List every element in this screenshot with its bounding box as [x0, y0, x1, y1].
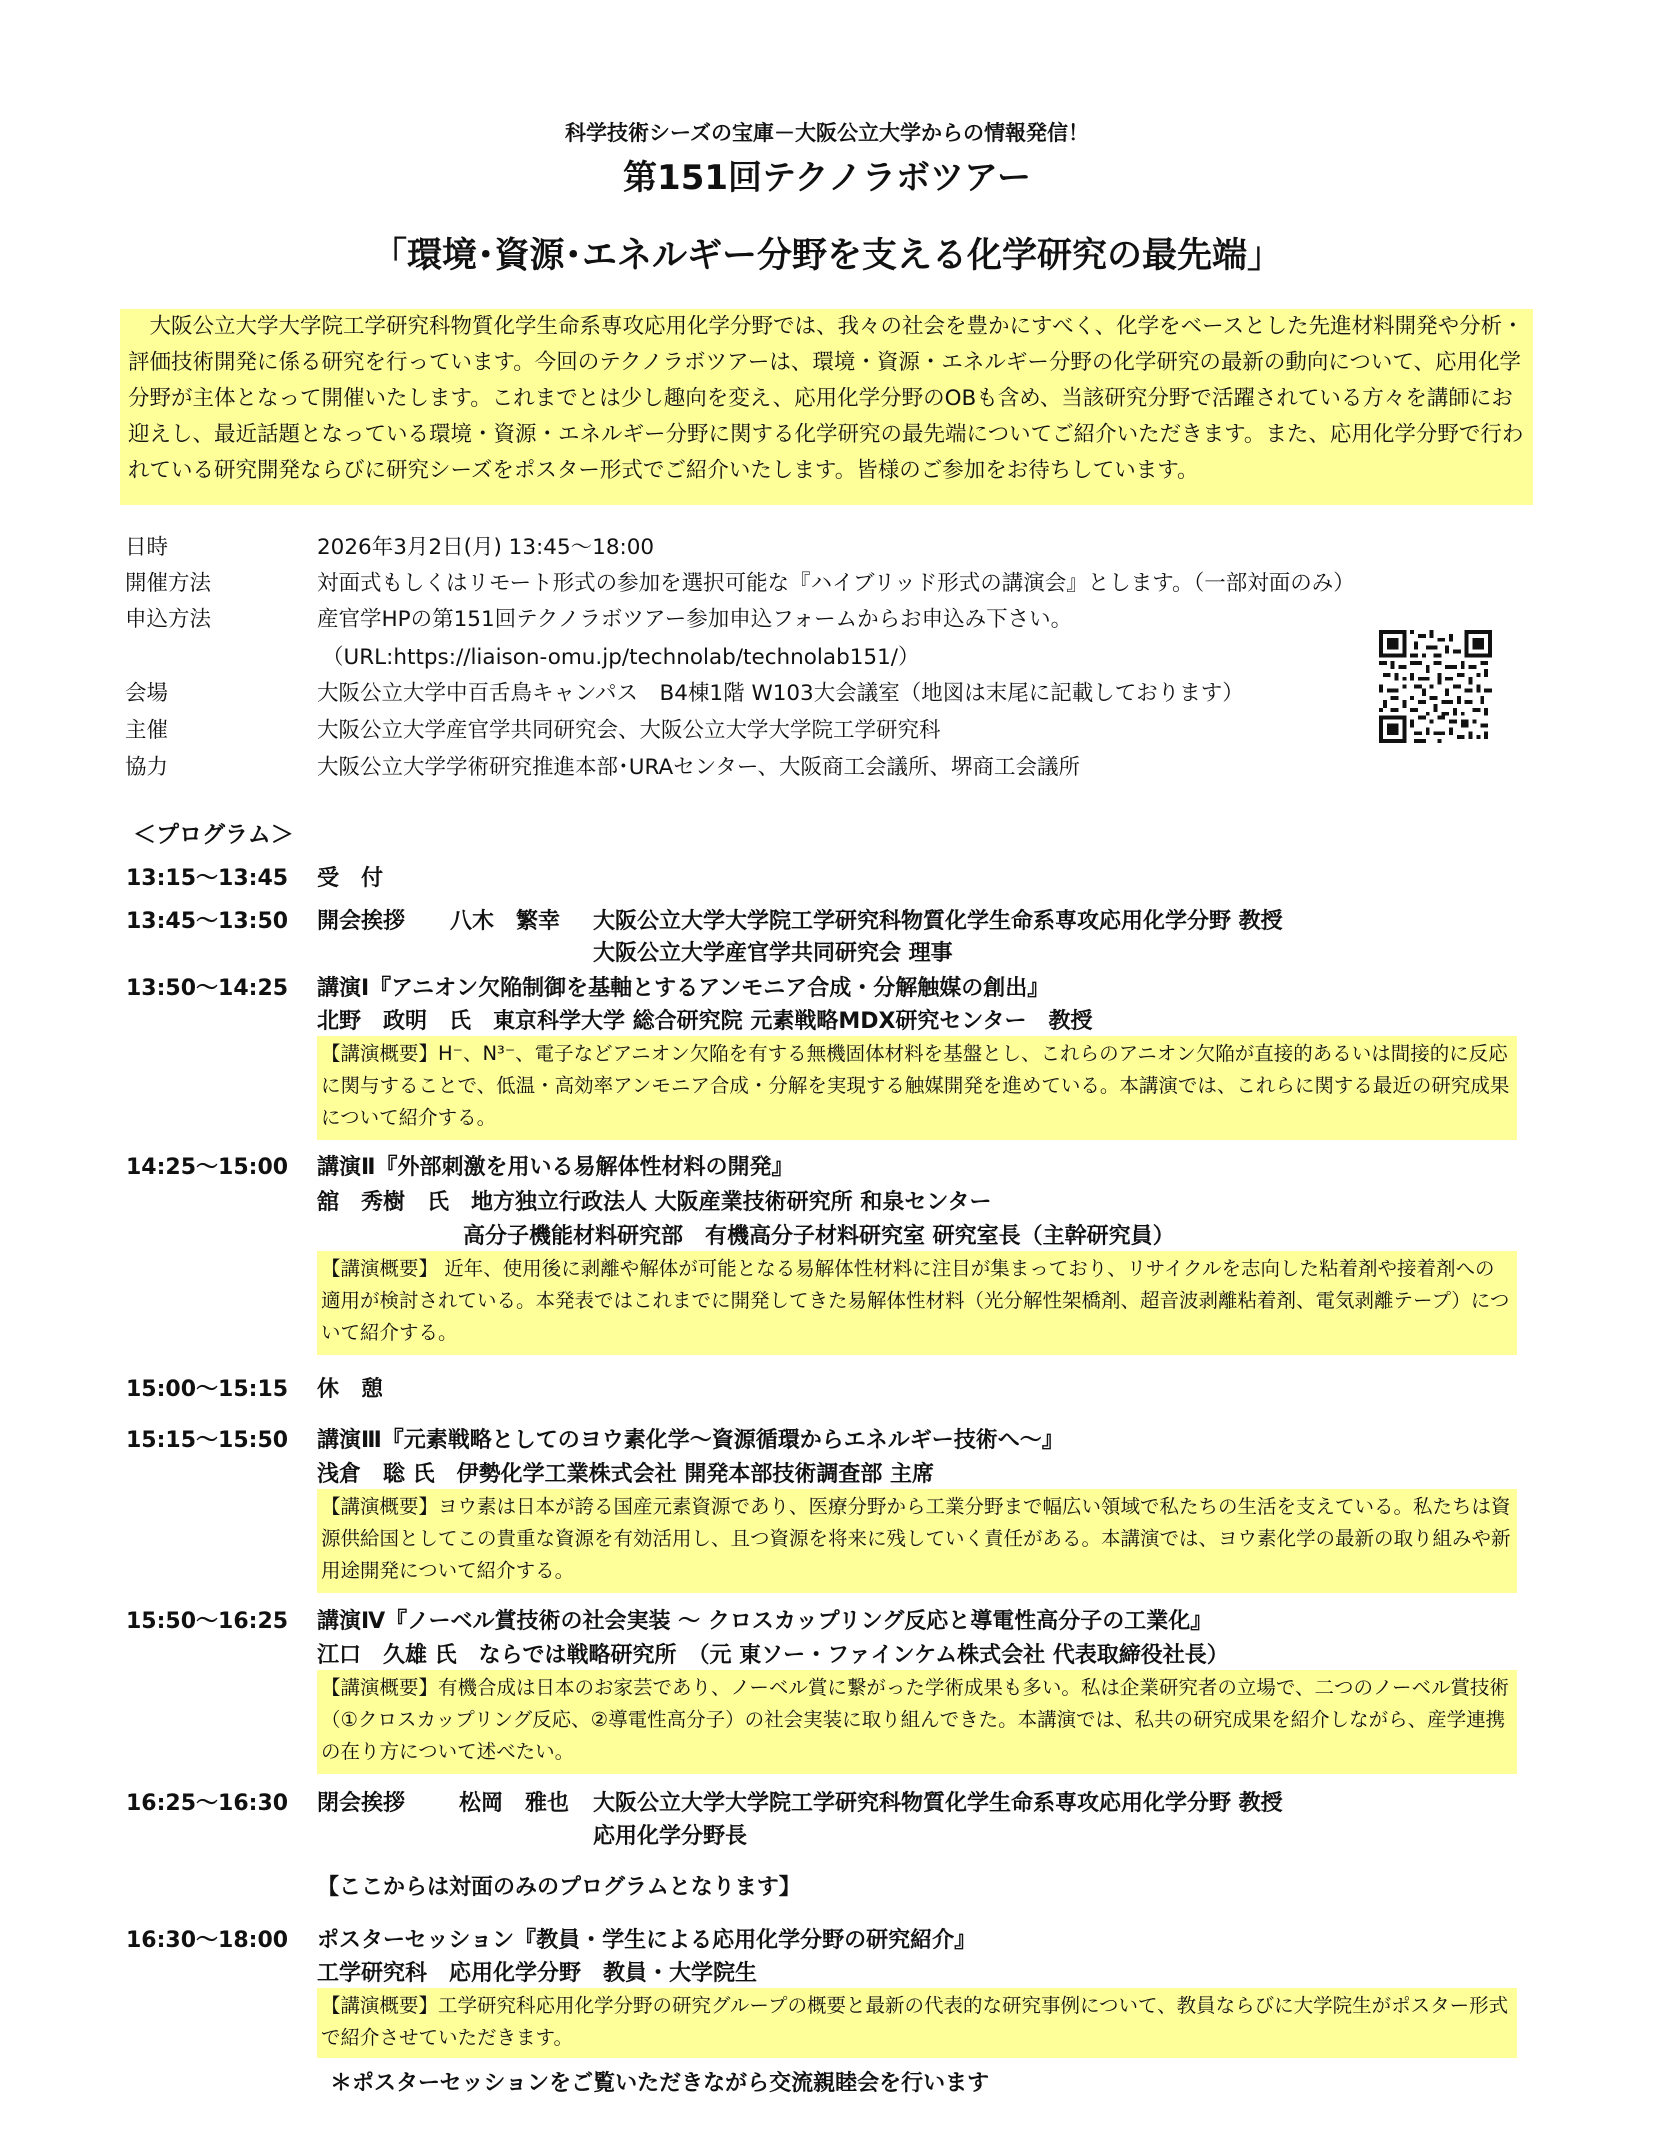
lecture4-time: 15:50～16:25	[126, 1609, 289, 1634]
onsite-note: 【ここからは対面のみのプログラムとなります】	[317, 1875, 801, 1900]
lecture4-abstract: 【講演概要】有機合成は日本のお家芸であり、ノーベル賞に繋がった学術成果も多い。私は企業研究者の立場で、二つのノーベル賞技術（①クロスカップリング反応、②導電性高分子）の社会実装に取り組んできた。本講演では、私共の研究成果を紹介しながら、産学連携の在り方について述べたい。	[317, 1670, 1517, 1774]
header-kicker: 科学技術シーズの宝庫－大阪公立大学からの情報発信！	[565, 121, 1089, 145]
lecture4-title: 講演Ⅳ『ノーベル賞技術の社会実装 ～ クロスカップリング反応と導電性高分子の工業化』	[317, 1609, 1213, 1634]
lecture3-title: 講演Ⅲ『元素戦略としてのヨウ素化学～資源循環からエネルギー技術へ～』	[317, 1428, 1064, 1453]
apply-label: 申込方法	[125, 607, 212, 632]
lecture1-abstract: 【講演概要】H⁻、N³⁻、電子などアニオン欠陥を有する無機固体材料を基盤とし、これらのアニオン欠陥が直接的あるいは間接的に反応に関与することで、低温・高効率アンモニア合成・分解を実現する触媒開発を進めている。本講演では、これらに関する最近の研究成果について紹介する。	[317, 1036, 1517, 1140]
lecture1-title: 講演Ⅰ『アニオン欠陥制御を基軸とするアンモニア合成・分解触媒の創出』	[317, 976, 1050, 1001]
lecture2-speaker: 舘 秀樹 氏 地方独立行政法人 大阪産業技術研究所 和泉センター	[317, 1190, 992, 1215]
lecture2-abstract: 【講演概要】 近年、使用後に剥離や解体が可能となる易解体性材料に注目が集まっており、リサイクルを志向した粘着剤や接着剤への適用が検討されている。本発表ではこれまでに開発してきた易解体性材料（光分解性架橋剤、超音波剥離粘着剤、電気剥離テープ）について紹介する。	[317, 1251, 1517, 1355]
break-label: 休 憩	[317, 1377, 384, 1402]
lecture2-title: 講演Ⅱ『外部刺激を用いる易解体性材料の開発』	[317, 1155, 794, 1180]
page-subtitle: 「環境･資源･エネルギー分野を支える化学研究の最先端」	[371, 236, 1282, 276]
coop-value: 大阪公立大学学術研究推進本部･URAセンター、大阪商工会議所、堺商工会議所	[317, 755, 1081, 780]
closing-affiliation-2: 応用化学分野長	[593, 1824, 748, 1849]
closing-time: 16:25～16:30	[126, 1791, 289, 1816]
method-value: 対面式もしくはリモート形式の参加を選択可能な『ハイブリッド形式の講演会』とします。（一部対面のみ）	[317, 571, 1355, 596]
break-time: 15:00～15:15	[126, 1377, 289, 1402]
closing-speaker: 松岡 雅也	[459, 1791, 570, 1816]
poster-time: 16:30～18:00	[126, 1928, 289, 1953]
qr-code-icon[interactable]	[1379, 630, 1492, 743]
lecture1-speaker: 北野 政明 氏 東京科学大学 総合研究院 元素戦略MDX研究センター 教授	[317, 1009, 1093, 1034]
apply-url[interactable]: （URL:https://liaison-omu.jp/technolab/technolab151/）	[322, 645, 920, 670]
poster-title: ポスターセッション『教員・学生による応用化学分野の研究紹介』	[317, 1928, 977, 1953]
intro-paragraph: 大阪公立大学大学院工学研究科物質化学生命系専攻応用化学分野では、我々の社会を豊かにすべく、化学をベースとした先進材料開発や分析・評価技術開発に係る研究を行っています。今回のテクノラボツアーは、環境・資源・エネルギー分野の化学研究の最新の動向について、応用化学分野が主体となって開催いたします。これまでとは少し趣向を変え、応用化学分野のOBも含め、当該研究分野で活躍されている方々を講師にお迎えし、最近話題となっている環境・資源・エネルギー分野に関する化学研究の最先端についてご紹介いただきます。また、応用化学分野で行われている研究開発ならびに研究シーズをポスター形式でご紹介いたします。皆様のご参加をお待ちしています。	[120, 309, 1533, 505]
lecture4-speaker: 江口 久雄 氏 ならでは戦略研究所 （元 東ソー・ファインケム株式会社 代表取締役社長）	[317, 1643, 1229, 1668]
lecture2-speaker-affiliation: 高分子機能材料研究部 有機高分子材料研究室 研究室長（主幹研究員）	[463, 1224, 1175, 1249]
opening-affiliation-2: 大阪公立大学産官学共同研究会 理事	[593, 941, 953, 966]
apply-value: 産官学HPの第151回テクノラボツアー参加申込フォームからお申込み下さい。	[317, 607, 1073, 632]
lecture3-time: 15:15～15:50	[126, 1428, 289, 1453]
date-value: 2026年3月2日(月) 13:45～18:00	[317, 535, 655, 560]
page-title: 第151回テクノラボツアー	[623, 158, 1031, 198]
host-label: 主催	[125, 718, 169, 743]
footer-note: ＊ポスターセッションをご覧いただきながら交流親睦会を行います	[330, 2071, 990, 2096]
opening-speaker: 八木 繁幸	[450, 909, 561, 934]
lecture3-speaker: 浅倉 聡 氏 伊勢化学工業株式会社 開発本部技術調査部 主席	[317, 1462, 934, 1487]
reception-time: 13:15～13:45	[126, 866, 289, 891]
poster-speaker: 工学研究科 応用化学分野 教員・大学院生	[317, 1961, 758, 1986]
lecture2-time: 14:25～15:00	[126, 1155, 289, 1180]
lecture3-abstract: 【講演概要】ヨウ素は日本が誇る国産元素資源であり、医療分野から工業分野まで幅広い領域で私たちの生活を支えている。私たちは資源供給国としてこの貴重な資源を有効活用し、且つ資源を将来に残していく責任がある。本講演では、ヨウ素化学の最新の取り組みや新用途開発について紹介する。	[317, 1489, 1517, 1593]
coop-label: 協力	[125, 755, 169, 780]
opening-time: 13:45～13:50	[126, 909, 289, 934]
date-label: 日時	[125, 535, 169, 560]
poster-abstract: 【講演概要】工学研究科応用化学分野の研究グループの概要と最新の代表的な研究事例について、教員ならびに大学院生がポスター形式で紹介させていただきます。	[317, 1988, 1517, 2058]
opening-title: 開会挨拶	[317, 909, 406, 934]
host-value: 大阪公立大学産官学共同研究会、大阪公立大学大学院工学研究科	[317, 718, 941, 743]
venue-label: 会場	[125, 681, 169, 706]
method-label: 開催方法	[125, 571, 212, 596]
reception-label: 受 付	[317, 866, 384, 891]
closing-title: 閉会挨拶	[317, 1791, 406, 1816]
lecture1-time: 13:50～14:25	[126, 976, 289, 1001]
closing-affiliation: 大阪公立大学大学院工学研究科物質化学生命系専攻応用化学分野 教授	[593, 1791, 1283, 1816]
venue-value: 大阪公立大学中百舌鳥キャンパス B4棟1階 W103大会議室（地図は末尾に記載しております）	[317, 681, 1244, 706]
opening-affiliation: 大阪公立大学大学院工学研究科物質化学生命系専攻応用化学分野 教授	[593, 909, 1283, 934]
program-heading: ＜プログラム＞	[133, 822, 294, 848]
